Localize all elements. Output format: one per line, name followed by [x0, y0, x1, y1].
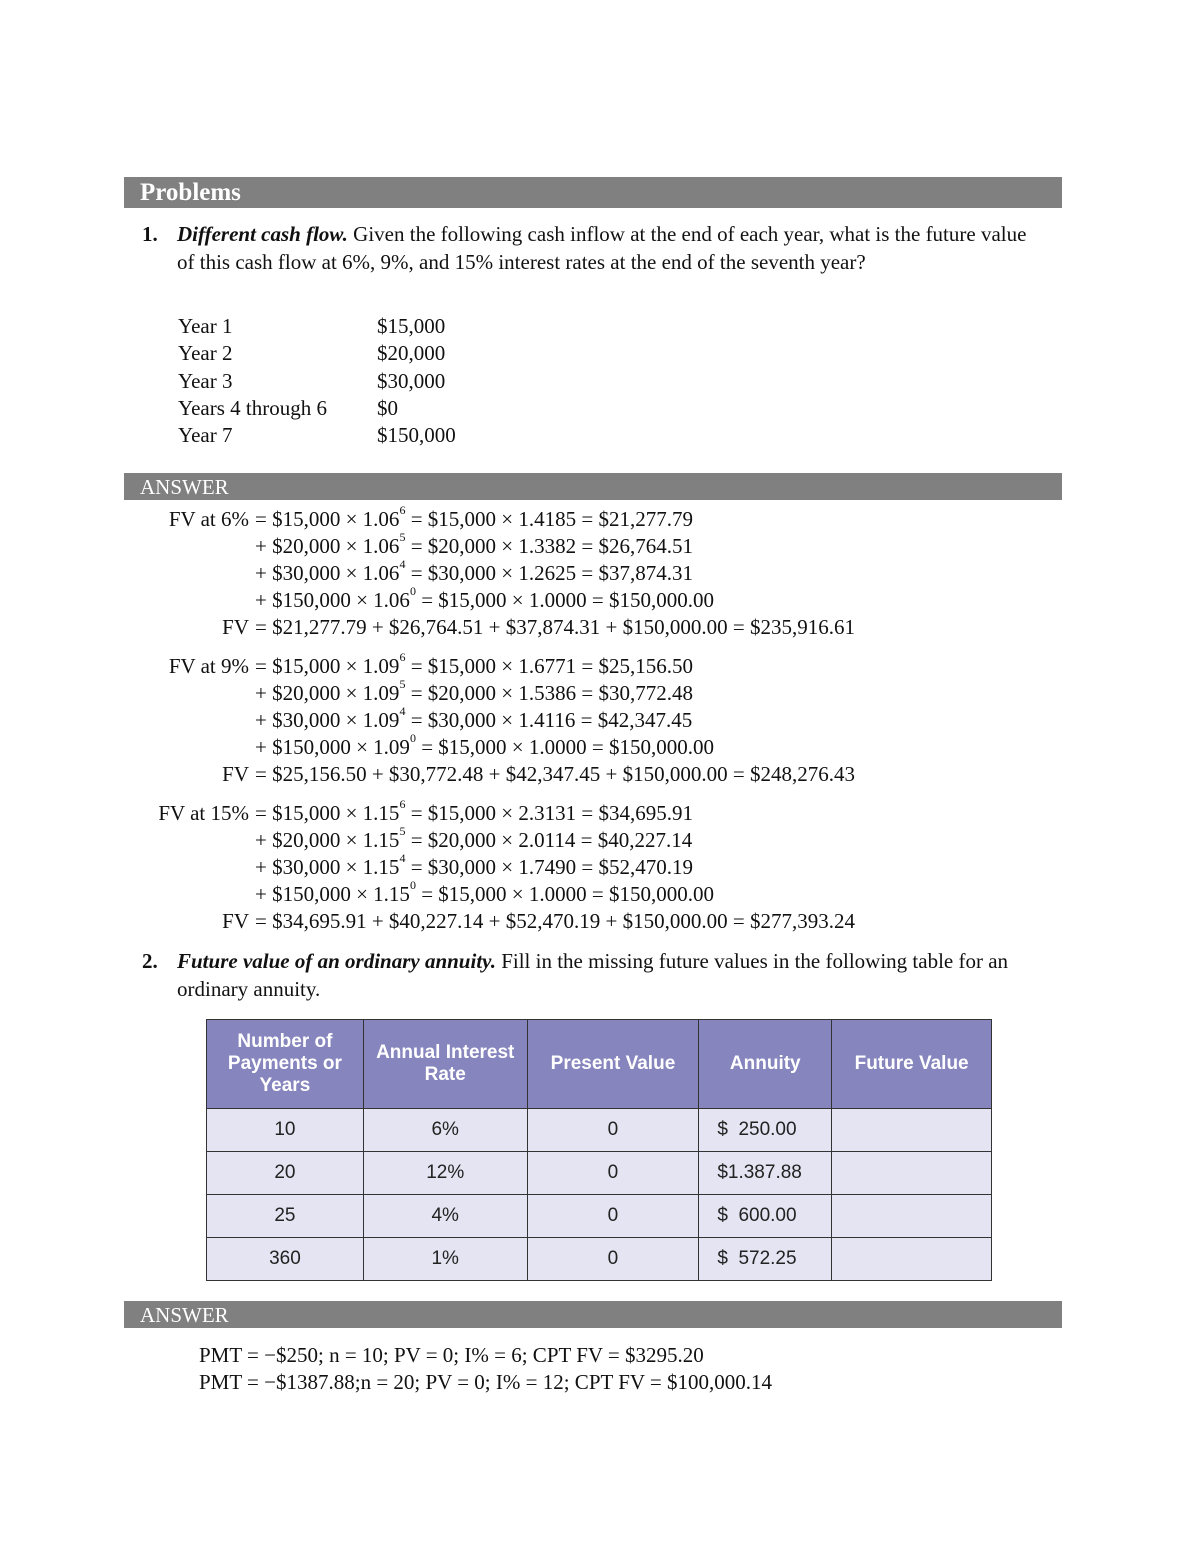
fv-total-label: FV	[222, 762, 249, 786]
answer-1-header: ANSWER	[124, 473, 1062, 500]
table-row	[207, 1152, 992, 1195]
cell-present-value: 0	[527, 1195, 699, 1238]
problem-1-number: 1.	[142, 222, 158, 246]
fv-rate-label: FV at 6%	[168, 507, 249, 531]
cell-future-value	[832, 1238, 992, 1281]
problem-1	[142, 221, 1042, 276]
problem-1-title: Different cash flow.	[177, 222, 348, 246]
exponent: 4	[399, 704, 406, 718]
equation-term: + $20,000 × 1.09	[255, 681, 400, 705]
cash-flow-value: $15,000	[377, 314, 446, 338]
equation-term: + $150,000 × 1.15	[255, 882, 410, 906]
table-row	[207, 1109, 992, 1152]
cash-flow-row	[178, 368, 456, 395]
equation-term: + $20,000 × 1.06	[255, 534, 400, 558]
fv-rate-label: FV at 9%	[168, 654, 249, 678]
problem-2	[142, 948, 1042, 1003]
equation-result: = $15,000 × 1.0000 = $150,000.00	[415, 882, 714, 906]
cell-present-value: 0	[527, 1152, 699, 1195]
fv-equation-line	[255, 503, 693, 533]
exponent: 0	[409, 584, 416, 598]
equation-result: = $30,000 × 1.4116 = $42,347.45	[405, 708, 693, 732]
fv-total: = $21,277.79 + $26,764.51 + $37,874.31 + $150,000.00 = $235,916.61	[255, 615, 855, 639]
fv-equation-line	[255, 878, 714, 908]
cash-flow-value: $20,000	[377, 341, 446, 366]
fv-equation-line	[255, 677, 693, 707]
fv-equation-line	[255, 530, 693, 560]
cell-payments: 25	[207, 1195, 364, 1238]
cell-annuity: $ 600.00	[699, 1195, 832, 1238]
equation-result: = $15,000 × 1.4185 = $21,277.79	[405, 507, 693, 531]
equation-result: = $15,000 × 1.0000 = $150,000.00	[415, 735, 714, 759]
fv-equation-line	[255, 731, 714, 761]
equation-term: + $30,000 × 1.15	[255, 855, 400, 879]
fv-total-label: FV	[222, 615, 249, 639]
cash-flow-value: $150,000	[377, 423, 456, 448]
cash-flow-row	[178, 340, 456, 367]
equation-result: = $20,000 × 1.3382 = $26,764.51	[405, 534, 693, 558]
fv-equation-line	[255, 584, 714, 614]
fv-equation-line	[255, 824, 693, 854]
exponent: 0	[409, 731, 416, 745]
cell-rate: 4%	[363, 1195, 527, 1238]
equation-result: = $20,000 × 1.5386 = $30,772.48	[405, 681, 693, 705]
table-row	[207, 1238, 992, 1281]
answer-2-header: ANSWER	[124, 1301, 1062, 1328]
cell-annuity: $ 250.00	[699, 1109, 832, 1152]
cash-flow-row	[178, 422, 456, 449]
cell-payments: 360	[207, 1238, 364, 1281]
cash-flow-label: Years 4 through 6	[178, 395, 327, 420]
equation-result: = $30,000 × 1.2625 = $37,874.31	[405, 561, 693, 585]
cell-rate: 6%	[363, 1109, 527, 1152]
fv-total: = $34,695.91 + $40,227.14 + $52,470.19 + $150,000.00 = $277,393.24	[255, 909, 855, 933]
problem-2-prompt: Fill in the missing future values in the following table for an ordinary annuity.	[177, 949, 1009, 1001]
fv-equation-line	[255, 851, 693, 881]
problem-2-number: 2.	[142, 949, 158, 973]
equation-result: = $15,000 × 1.6771 = $25,156.50	[405, 654, 693, 678]
cell-future-value	[832, 1152, 992, 1195]
exponent: 4	[399, 557, 406, 571]
cell-annuity: $1.387.88	[699, 1152, 832, 1195]
header-annuity: Annuity	[699, 1020, 832, 1109]
cash-flow-value: $30,000	[377, 368, 446, 393]
answer-2-line: PMT = −$1387.88;n = 20; PV = 0; I% = 12; CPT FV = $100,000.14	[199, 1370, 772, 1394]
cell-future-value	[832, 1195, 992, 1238]
header-payments: Number of Payments or Years	[207, 1020, 364, 1109]
fv-total: = $25,156.50 + $30,772.48 + $42,347.45 + $150,000.00 = $248,276.43	[255, 762, 855, 786]
equation-result: = $15,000 × 1.0000 = $150,000.00	[415, 588, 714, 612]
exponent: 6	[399, 650, 406, 664]
equation-term: = $15,000 × 1.09	[255, 654, 400, 678]
cash-flow-row	[178, 395, 456, 422]
exponent: 6	[399, 797, 406, 811]
fv-equation-line	[255, 704, 693, 734]
cell-rate: 1%	[363, 1238, 527, 1281]
problem-2-title: Future value of an ordinary annuity.	[177, 949, 496, 973]
table-header-row	[207, 1020, 992, 1109]
exponent: 5	[399, 677, 406, 691]
table-row	[207, 1195, 992, 1238]
cash-flow-value: $0	[377, 395, 398, 420]
cell-payments: 10	[207, 1109, 364, 1152]
cash-flow-label: Year 7	[178, 423, 233, 448]
equation-term: = $15,000 × 1.06	[255, 507, 400, 531]
equation-term: + $30,000 × 1.06	[255, 561, 400, 585]
annuity-table	[206, 1019, 992, 1281]
cash-flow-row	[178, 313, 456, 340]
equation-term: + $30,000 × 1.09	[255, 708, 400, 732]
exponent: 4	[399, 851, 406, 865]
header-rate: Annual Interest Rate	[363, 1020, 527, 1109]
exponent: 0	[409, 878, 416, 892]
cell-rate: 12%	[363, 1152, 527, 1195]
equation-term: + $20,000 × 1.15	[255, 828, 400, 852]
equation-result: = $15,000 × 2.3131 = $34,695.91	[405, 801, 693, 825]
exponent: 6	[399, 503, 406, 517]
cash-flow-list	[178, 313, 456, 449]
header-future-value: Future Value	[832, 1020, 992, 1109]
exponent: 5	[399, 530, 406, 544]
problem-1-prompt: Given the following cash inflow at the end of each year, what is the future value of this cash flow at 6%, 9%, and 15% interest rates at the end of the seventh year?	[177, 222, 1027, 274]
header-present-value: Present Value	[527, 1020, 699, 1109]
fv-equation-line	[255, 557, 693, 587]
cash-flow-label: Year 2	[178, 341, 233, 366]
fv-equation-line	[255, 797, 693, 827]
problems-header: Problems	[124, 177, 1062, 208]
equation-term: + $150,000 × 1.09	[255, 735, 410, 759]
cell-payments: 20	[207, 1152, 364, 1195]
equation-result: = $20,000 × 2.0114 = $40,227.14	[405, 828, 693, 852]
equation-result: = $30,000 × 1.7490 = $52,470.19	[405, 855, 693, 879]
equation-term: + $150,000 × 1.06	[255, 588, 410, 612]
cash-flow-label: Year 3	[178, 368, 233, 393]
cash-flow-label: Year 1	[178, 314, 233, 338]
fv-rate-label: FV at 15%	[158, 801, 249, 825]
cell-future-value	[832, 1109, 992, 1152]
exponent: 5	[399, 824, 406, 838]
cell-present-value: 0	[527, 1109, 699, 1152]
fv-total-label: FV	[222, 909, 249, 933]
answer-2-line: PMT = −$250; n = 10; PV = 0; I% = 6; CPT FV = $3295.20	[199, 1343, 704, 1367]
fv-equation-line	[255, 650, 693, 680]
equation-term: = $15,000 × 1.15	[255, 801, 400, 825]
cell-present-value: 0	[527, 1238, 699, 1281]
cell-annuity: $ 572.25	[699, 1238, 832, 1281]
